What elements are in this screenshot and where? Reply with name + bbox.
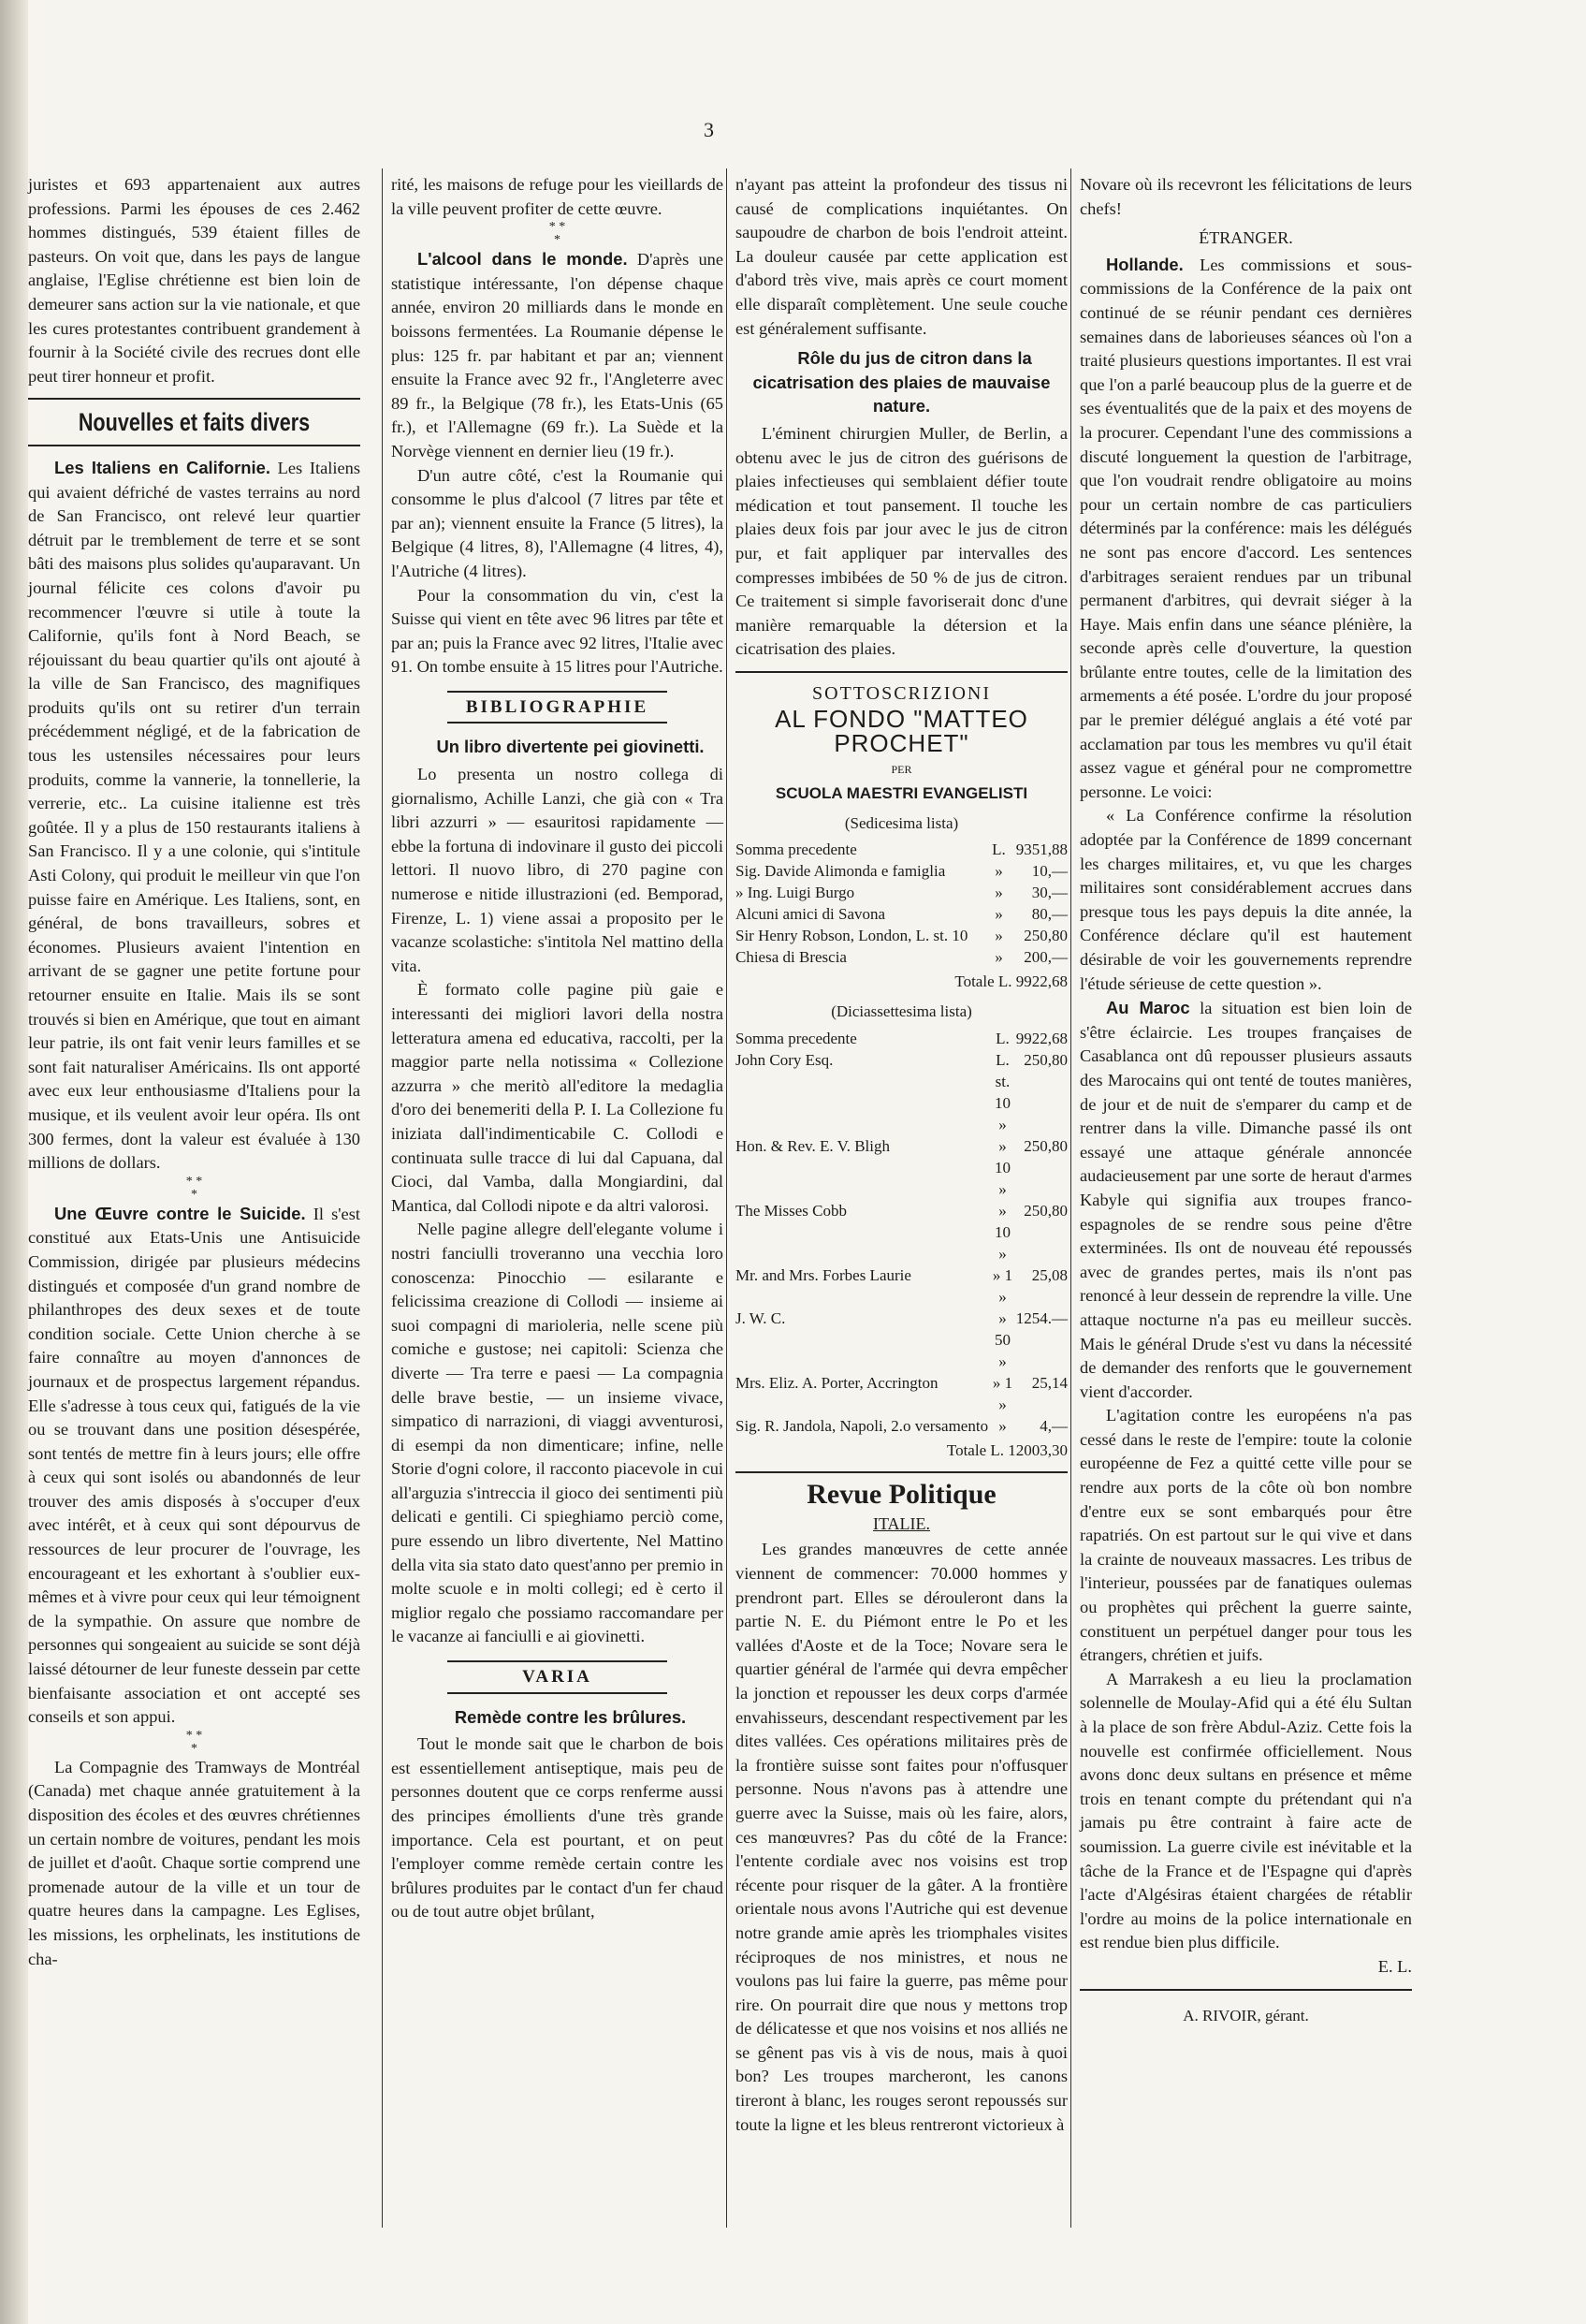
sub-mark: » 10 » [994, 1136, 1011, 1198]
per-label: PER [891, 762, 912, 776]
column-rule [1070, 168, 1071, 2228]
sub-mark: » [995, 927, 1003, 945]
sub-name: John Cory Esq. [735, 1050, 834, 1069]
article-title: Rôle du jus de citron dans la cicatrisation des plaies de mauvaise nature. [752, 348, 1051, 417]
sub-amount: 250,80 [1024, 1201, 1068, 1220]
sub-amount: 1254.— [1015, 1308, 1068, 1327]
subscription-list-2 [735, 1028, 1068, 1437]
divider [735, 1471, 1068, 1473]
sub-name: Alcuni amici di Savona [735, 905, 886, 924]
paragraph: Tout le monde sait que le charbon de bois est essentiellement antiseptique, mais peu de personnes doutent que ce corps renferme aussi des principes émollients d'une très grande importance. Cela est pourtant, et on peut l'employer comme remède certain contre les brûlures produites par le contact d'un fer chaud ou de tout autre objet brûlant, [391, 1734, 723, 1922]
sub-mark: » [995, 905, 1003, 924]
article-lead: L'alcool dans le monde. [417, 249, 628, 270]
sub-name: Mrs. Eliz. A. Porter, Accrington [735, 1373, 939, 1392]
divider [28, 445, 360, 446]
asterism: * * * [185, 1174, 203, 1202]
paragraph: rité, les maisons de refuge pour les vieillards de la ville peuvent profiter de cette œuvre. [391, 175, 723, 218]
column-3 [735, 173, 1068, 2137]
signature: A. RIVOIR, gérant. [1183, 2006, 1309, 2024]
article-maroc: Au Maroc la situation est bien loin de s'être éclaircie. Les troupes françaises de Casablanca ont dû repousser plusieurs assauts des Marocains qui ont tenté de toutes manières, de jour et de nuit de s'emparer du camp et de rentrer dans la ville. Dimanche passé ils ont essayé une attaque générale annoncée audacieusement par une sorte de heraut d'armes Kabyle qui signifia aux troupes franco-espagnoles de se rendre sous peine d'être exterminées. Ils ont de nouveau été repoussés avec de grandes pertes, mais ils n'ont pas renoncé à leur dessein de reprendre la ville. Une attaque nocturne n'a pas eu meilleur succès. Mais le général Drude s'est vu dans la nécessité de demander des renforts que le gouvernement vient d'accorder. [1080, 998, 1412, 1401]
sub-amount: 250,80 [1024, 927, 1068, 945]
paragraph: L'éminent chirurgien Muller, de Berlin, a obtenu avec le jus de citron des guérisons de plaies infectieuses qui semblaient défier toute médication et tout pansement. Il touche les plaies deux fois par jour avec le jus de citron pur, et fait appliquer par intervalles des compresses imbibées de 50 % de jus de citron. Ce traitement si simple favoriserait donc d'une manière remarquable la détersion et la cicatrisation des plaies. [735, 423, 1068, 659]
italie-heading: ITALIE. [872, 1513, 931, 1533]
sub-mark: L. st. 10 » [994, 1050, 1011, 1133]
bibliographie-heading: BIBLIOGRAPHIE [447, 691, 667, 724]
varia-heading: VARIA [447, 1660, 667, 1694]
subscription-row [735, 860, 1068, 882]
paragraph: n'ayant pas atteint la profondeur des tissus ni causé de complications inquiétantes. On saupoudre de charbon de bois l'endroit atteint. La douleur causée par cette application est d'abord très vive, mais après ce court moment elle disparaît complètement. Une seule couche est généralement suffisante. [735, 175, 1068, 338]
sub-mark: » [998, 1416, 1007, 1435]
sub-mark: L. [992, 840, 1006, 859]
paragraph: È formato colle pagine più gaie e interessanti dei migliori lavori della nostra letteratura amena ed educativa, raccolti, per la maggior parte nella notissima « Collezione azzurra » che meritò all'editore la medaglia d'oro dei benemeriti della P. I. La Collezione fu iniziata dall'indimenticabile C. Collodi e continuata sulle tracce di lui dal Capuana, dal Cioci, dal Vamba, dalla Mongiardini, dal Mantica, dal Collodi nipote e da altri valorosi. [391, 980, 723, 1215]
sub-amount: 200,— [1024, 948, 1068, 967]
sub-name: Sig. Davide Alimonda e famiglia [735, 862, 946, 881]
sub-amount: 9922,68 [1015, 1029, 1068, 1047]
subscription-list-1 [735, 839, 1068, 968]
article-hollande: Hollande. Les commissions et sous-commissions de la Conférence de la paix ont continué de se réunir pendant ces dernières semaines dans de laborieuses séances où l'on a traité plusieurs questions importantes. Il est vrai que l'on a parlé beaucoup plus de la guerre et de ses éventualités que de la paix et des moyens de la procurer. Cependant l'une des commissions a discuté longuement la question de l'arbitrage, que l'on voudrait rendre obligatoire au moins pour un certain nombre de cas particuliers déterminés par la conférence: mais les délégués ne sont pas encore d'accord. Les sentences d'arbitrages seraient rendues par un tribunal permanent d'arbitres, qui devrait siéger à la Haye. Mais enfin dans une séance plénière, la seconde après celle d'ouverture, la question brûlante entre toutes, celle de la limitation des armements a été posée. L'ordre du jour proposé par le premier délégué anglais a été voté par acclamation par tous les membres vu qu'il était assez vague et général pour ne compromettre personne. Le voici: [1080, 254, 1412, 801]
subscription-row [735, 839, 1068, 860]
subscription-row [735, 1049, 1068, 1135]
subscription-row [735, 882, 1068, 903]
sub-name: Sir Henry Robson, London, L. st. 10 [735, 927, 968, 945]
article-suicide: Une Œuvre contre le Suicide. Il s'est constitué aux Etats-Unis une Antisuicide Commission, dirigée par plusieurs médecins distingués et composée d'un grand nombre de philanthropes des deux sexes et de toute condition sociale. Cette Union cherche à se faire connaître au moyen d'annonces de journaux et de prospectus largement répandus. Elle s'adresse à tous ceux qui, fatigués de la vie ou se trouvant dans une position désespérée, sont tentés de mettre fin à leurs jours; elle offre à ceux qui sont isolés ou abandonnés de leur trouver des amis disposés à s'occuper d'eux avec intérêt, et à ceux qui sont dépourvus de ressources de leur procurer de l'ouvrage, les encourageant et les exhortant à s'oublier eux-mêmes et à vivre pour ceux qui leur témoignent de la sympathie. On assure que nombre de personnes qui songeaient au suicide se sont déjà laissé détourner de leur funeste dessein par cette bienfaisante association et ont accepté ses conseils et son appui. [28, 1203, 360, 1727]
sub-mark: » [995, 862, 1003, 881]
initials: E. L. [1377, 1956, 1412, 1976]
sub-name: Mr. and Mrs. Forbes Laurie [735, 1265, 911, 1284]
paragraph: juristes et 693 appartenaient aux autres professions. Parmi les épouses de ces 2.462 hommes distingués, 539 étaient filles de pasteurs. On voit que, dans les pays de langue anglaise, l'Eglise chrétienne est bien loin de demeurer sans action sur la vie nationale, et que les cures protestantes contribuent grandement à fournir à la Société civile des recrues dont elle peut tirer honneur et profit. [28, 175, 360, 386]
sub-amount: 250,80 [1024, 1136, 1068, 1155]
sub-name: Chiesa di Brescia [735, 948, 847, 967]
sub-mark: » 10 » [994, 1201, 1011, 1263]
column-1 [28, 173, 360, 1971]
article-lead: Au Maroc [1106, 998, 1190, 1018]
column-rule [382, 168, 383, 2228]
list-total: Totale L. 9922,68 [954, 972, 1068, 991]
sub-mark: L. [996, 1029, 1010, 1047]
sub-amount: 80,— [1031, 905, 1068, 924]
subscription-row [735, 1372, 1068, 1415]
quote: « La Conférence confirme la résolution adoptée par la Conférence de 1899 concernant les charges militaires, et, vu que les charges militaires sont considérablement accrues dans presque tous les pays depuis la dite année, la Conférence déclare qu'il est hautement désirable de voir les gouvernements reprendre l'étude sérieuse de cette question ». [1080, 806, 1412, 993]
sub-amount: 25,14 [1031, 1373, 1068, 1392]
paragraph: D'un autre côté, c'est la Roumanie qui consomme le plus d'alcool (7 litres par tête et par an); viennent ensuite la France (5 litres), la Belgique (4 litres, 8), l'Allemagne (4 litres, 4), l'Autriche (4 litres). [391, 465, 723, 580]
subscription-row [735, 946, 1068, 968]
paragraph: Nelle pagine allegre dell'elegante volume i nostri fanciulli troveranno una vecchia loro conoscenza: Pinocchio — esilarante e felicissima creazione di Collodi — insieme ai suoi compagni di marioleria, nelle scene più comiche e gustose; nei capitoli: Scienza che diverte — Tra terre e paesi — La compagnia delle brave bestie, — un insieme vivace, simpatico di narrazioni, di viaggi avventurosi, di esempi da non dimenticare; infine, nelle Storie d'ogni colore, il racconto piacevole in cui all'arguzia s'intreccia il gioco dei sentimenti più delicati e gentili. Ci spieghiamo perciò come, pure essendo un libro divertente, Nel Mattino della vita sia stato dato quest'anno per premio in molte scuole e in molti collegi; ed è certo il miglior regalo che possiamo raccomandare per le vacanze ai fanciulli e ai giovinetti. [391, 1220, 723, 1646]
sub-name: Sig. R. Jandola, Napoli, 2.o versamento [735, 1416, 989, 1435]
subscription-row [735, 1308, 1068, 1372]
paragraph: Les grandes manœuvres de cette année viennent de commencer: 70.000 hommes y prendront part. Elles se dérouleront dans la partie N. E. du Piémont entre le Po et les vallées d'Aoste et de la Toce; Novare sera le quartier général de l'armée qui devra empêcher la jonction et repousser les deux corps d'armée envahisseurs, descendant respectivement par les dites vallées. Ces opérations militaires près de la frontière suisse sont faites pour n'offusquer personne. Nous n'avons pas à attendre une guerre avec la Suisse, mais où les faire, alors, ces manœuvres? Pas du côté de la France: l'entente cordiale avec nos voisins est trop récente pour risquer de la gâter. A la frontière orientale nous avons l'Autriche qui est devenue notre grande amie après les triomphales visites réciproques de nos ministres, et nous ne voulons pas lui faire la guerre, pas même pour rire. On pourrait dire que nous y mettons trop de délicatesse et que nos voisins et nos alliés ne se gênent pas vis à vis de nous, mais à quoi bon? Les troupes marcheront, les canons tireront à blanc, les rouges seront repoussés sur toute la ligne et les bleus rentreront victorieux à [735, 1540, 1068, 2134]
sub-mark: » [995, 948, 1003, 967]
sub-name: Hon. & Rev. E. V. Bligh [735, 1136, 890, 1155]
sub-amount: 9351,88 [1015, 840, 1068, 859]
sub-amount: 4,— [1040, 1416, 1068, 1435]
subscription-row [735, 1200, 1068, 1264]
paragraph: Lo presenta un nostro collega di giornalismo, Achille Lanzi, che già con « Tra libri azzurri » — esauritosi rapidamente — ebbe la fortuna di indovinare il gusto dei piccoli lettori. Il nuovo libro, di 270 pagine con numerose e nitide illustrazioni (ed. Bemporad, Firenze, L. 1) viene assai a proposito per le vacanze scolastiche: s'intitola Nel mattino della vita. [391, 765, 723, 975]
sub-name: » Ing. Luigi Burgo [735, 884, 855, 902]
school-label: SCUOLA MAESTRI EVANGELISTI [775, 784, 1028, 803]
fund-heading: AL FONDO "MATTEO PROCHET" [775, 705, 1028, 758]
paragraph: L'agitation contre les européens n'a pas cessé dans le reste de l'empire: toute la colonie européenne de Fez a quitté cette ville pour se rendre aux ports de la côte où bon nombre d'entre eux se sont embarqués pour être rapatriés. On est partout sur le qui vive et dans la crainte de nouveaux massacres. Les tribus de l'interieur, poussées par de fanatiques oulemas ou prophètes qui prêchent la guerre sainte, constituent un perpétuel danger pour tous les étrangers, chrétien et juifs. [1080, 1406, 1412, 1665]
divider [735, 671, 1068, 673]
asterism: * * * [548, 220, 566, 248]
page-edge-shadow [0, 0, 28, 2324]
page-number: 3 [704, 118, 714, 141]
etranger-heading: ÉTRANGER. [1199, 228, 1293, 248]
divider [28, 398, 360, 400]
list-total: Totale L. 12003,30 [946, 1440, 1068, 1459]
sub-name: J. W. C. [735, 1308, 786, 1327]
sub-name: Somma precedente [735, 840, 857, 859]
sub-name: Somma precedente [735, 1029, 857, 1047]
list-title: (Sedicesima lista) [844, 813, 959, 832]
subscriptions-heading: SOTTOSCRIZIONI [812, 682, 991, 704]
subscription-row [735, 1264, 1068, 1308]
paragraph: Pour la consommation du vin, c'est la Suisse qui vient en tête avec 96 litres par tête et par an; puis la France avec 92 litres, l'Italie avec 91. On tombe ensuite à 15 litres pour l'Autriche. [391, 585, 723, 677]
sub-name: The Misses Cobb [735, 1201, 847, 1220]
article-tramways: La Compagnie des Tramways de Montréal (Canada) met chaque année gratuitement à la disposition des écoles et des œuvres chrétiennes un certain nombre de voitures, pendant les mois de juillet et d'août. Chaque sortie comprend une promenade autour de la ville et un tour de quatre heures dans la campagne. Les Eglises, les missions, les orphelinats, les institutions de cha- [28, 1757, 360, 1968]
list-title: (Diciassettesima lista) [831, 1002, 972, 1021]
paragraph: Novare où ils recevront les félicitations de leurs chefs! [1080, 175, 1412, 218]
column-rule [726, 168, 727, 2228]
divider [1080, 1989, 1412, 1991]
article-californie: Les Italiens en Californie. Les Italiens qui avaient défriché de vastes terrains au nord de San Francisco, ont relevé leur quartier détruit par le tremblement de terre et se sont bâti des maisons plus solides qu'auparavant. Un journal félicite ces colons d'avoir pu recommencer l'œuvre si utile à toute la Californie, qu'ils font à Nord Beach, se réjouissant du beau quartier qu'ils ont ajouté à la ville de San Francisco, des magnifiques produits qu'ils ont su retirer d'un terrain précédemment négligé, et de la fabrication de tous les ustensiles nécessaires pour leurs produits, comme la vannerie, la tonnellerie, la verrerie, etc.. La cuisine italienne est très goûtée. Il y a plus de 150 restaurants italiens à San Francisco. Il y a une colonie, qui s'intitule Asti Colony, qui produit le meilleur vin que l'on puisse faire en Amérique. Les Italiens, sont, en général, de bons travailleurs, sobres et économes. Plusieurs avaient l'intention en arrivant de se gagner une petite fortune pour retourner ensuite en Italie. Mais ils se sont trouvés si bien en Amérique, que tout en aimant leur patrie, ils ont fait venir leurs familles et se sont fait naturaliser Américains. Ils ont apporté avec eux leur enthousiasme d'Italiens pour la musique, et ils veulent avoir leur opéra. Ils ont 300 fermes, dont la valeur est évaluée à 130 millions de dollars. [28, 457, 360, 1173]
article-lead: Une Œuvre contre le Suicide. [54, 1203, 306, 1223]
sub-amount: 25,08 [1031, 1265, 1068, 1284]
column-2 [391, 173, 723, 1924]
sub-mark: » [995, 884, 1003, 902]
subscription-row [735, 1135, 1068, 1200]
article-title: Un libro divertente pei giovinetti. [436, 737, 705, 757]
subscription-row [735, 903, 1068, 925]
sub-mark: » 1 » [992, 1265, 1013, 1306]
article-lead: Hollande. [1106, 254, 1184, 274]
sub-mark: » 1 » [992, 1373, 1013, 1413]
subscription-row [735, 1028, 1068, 1049]
sub-amount: 10,— [1031, 862, 1068, 881]
column-4 [1080, 173, 1412, 2027]
sub-amount: 30,— [1031, 884, 1068, 902]
article-lead: Les Italiens en Californie. [54, 457, 270, 477]
revue-heading: Revue Politique [807, 1479, 997, 1511]
article-alcool: L'alcool dans le monde. D'après une statistique intéressante, l'on dépense chaque année, environ 20 milliards dans le monde en boissons fermentées. La Roumanie dépense le plus: 125 fr. par habitant et par an; viennent ensuite la France avec 92 fr., l'Angleterre avec 89 fr., la Belgique (78 fr.), les Etats-Unis (65 fr.), et l'Allemagne (69 fr.). La Suède et la Norvège viennent en dernier lieu (19 fr.). [391, 249, 723, 460]
section-heading: Nouvelles et faits divers [78, 408, 311, 437]
paragraph: A Marrakesh a eu lieu la proclamation solennelle de Moulay-Afid qui a été élu Sultan à la place de son frère Abdul-Aziz. Cette fois la nouvelle est confirmée officiellement. Nous avons donc deux sultans en présence et même trois en tenant compte du prétendant qui n'a jamais pu être contraint à faire acte de soumission. La guerre civile est inévitable et la tâche de la France et de l'Espagne qui d'après l'acte d'Algésiras étaient chargées de rétablir l'ordre au moins de la police internationale en est rendue bien plus difficile. [1080, 1669, 1412, 1952]
sub-amount: 250,80 [1024, 1050, 1068, 1069]
subscription-row [735, 925, 1068, 946]
article-title: Remède contre les brûlures. [454, 1706, 687, 1727]
sub-mark: » 50 » [994, 1308, 1011, 1370]
subscription-row [735, 1415, 1068, 1437]
asterism: * * * [185, 1728, 203, 1756]
